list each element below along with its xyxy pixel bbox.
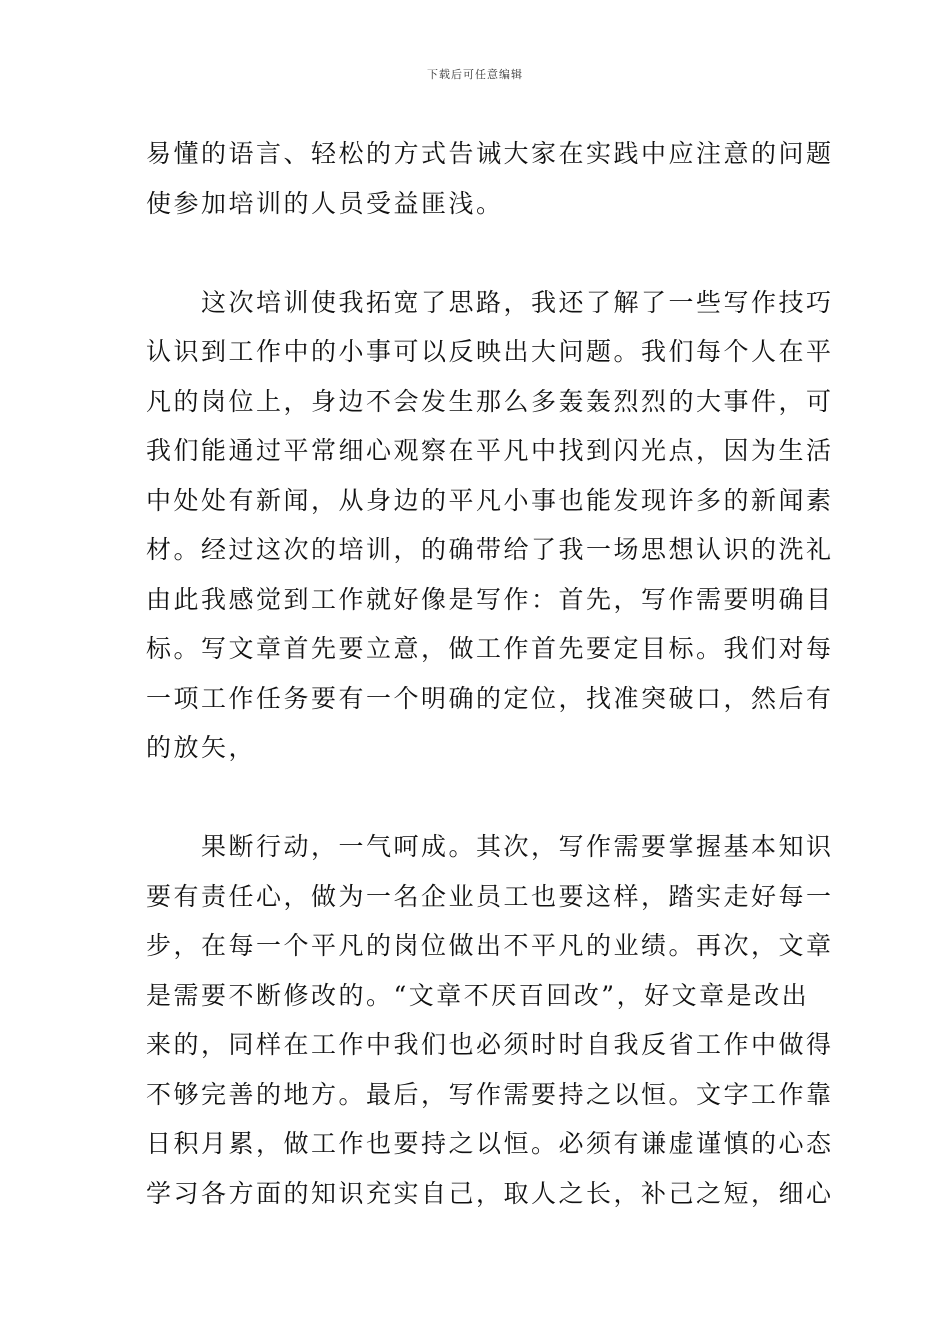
text-line: 中处处有新闻，从身边的平凡小事也能发现许多的新闻素 [146, 485, 834, 515]
text-line: 使参加培训的人员受益匪浅。 [146, 188, 504, 218]
text-line: 来的，同样在工作中我们也必须时时自我反省工作中做得 [146, 1030, 834, 1059]
text-line: 要有责任心，做为一名企业员工也要这样，踏实走好每一 [146, 881, 834, 911]
text-line: 一项工作任务要有一个明确的定位，找准突破口，然后有 [146, 683, 834, 713]
text-line-indented: 这次培训使我拓宽了思路，我还了解了一些写作技巧 [201, 287, 834, 317]
text-line: 步，在每一个平凡的岗位做出不平凡的业绩。再次，文章 [146, 931, 834, 960]
text-line: 由此我感觉到工作就好像是写作：首先，写作需要明确目 [146, 584, 834, 614]
text-line: 认识到工作中的小事可以反映出大问题。我们每个人在平 [146, 337, 834, 366]
text-line: 日积月累，做工作也要持之以恒。必须有谦虚谨慎的心态 [146, 1129, 834, 1158]
paragraph-spacer [146, 228, 806, 278]
text-line-indented: 果断行动，一气呵成。其次，写作需要掌握基本知识 [201, 832, 834, 861]
paragraph-spacer [146, 773, 806, 823]
text-line: 不够完善的地方。最后，写作需要持之以恒。文字工作靠 [146, 1079, 834, 1109]
page-header: 下载后可任意编辑 [427, 68, 523, 81]
text-line: 学习各方面的知识充实自己，取人之长，补己之短，细心 [146, 1178, 834, 1208]
text-line: 易懂的语言、轻松的方式告诫大家在实践中应注意的问题 [146, 139, 834, 168]
paragraph-3 [146, 822, 834, 1218]
text-line: 是需要不断修改的。“文章不厌百回改”，好文章是改出 [146, 980, 810, 1010]
text-line: 凡的岗位上，身边不会发生那么多轰轰烈烈的大事件，可 [146, 386, 834, 416]
paragraph-1 [146, 129, 834, 228]
text-line: 的放矢， [146, 733, 257, 762]
text-line: 材。经过这次的培训，的确带给了我一场思想认识的洗礼 [146, 535, 834, 564]
text-line: 标。写文章首先要立意，做工作首先要定目标。我们对每 [146, 634, 834, 663]
text-line: 我们能通过平常细心观察在平凡中找到闪光点，因为生活 [146, 436, 834, 465]
document-body [146, 129, 834, 1218]
paragraph-2 [146, 278, 834, 773]
